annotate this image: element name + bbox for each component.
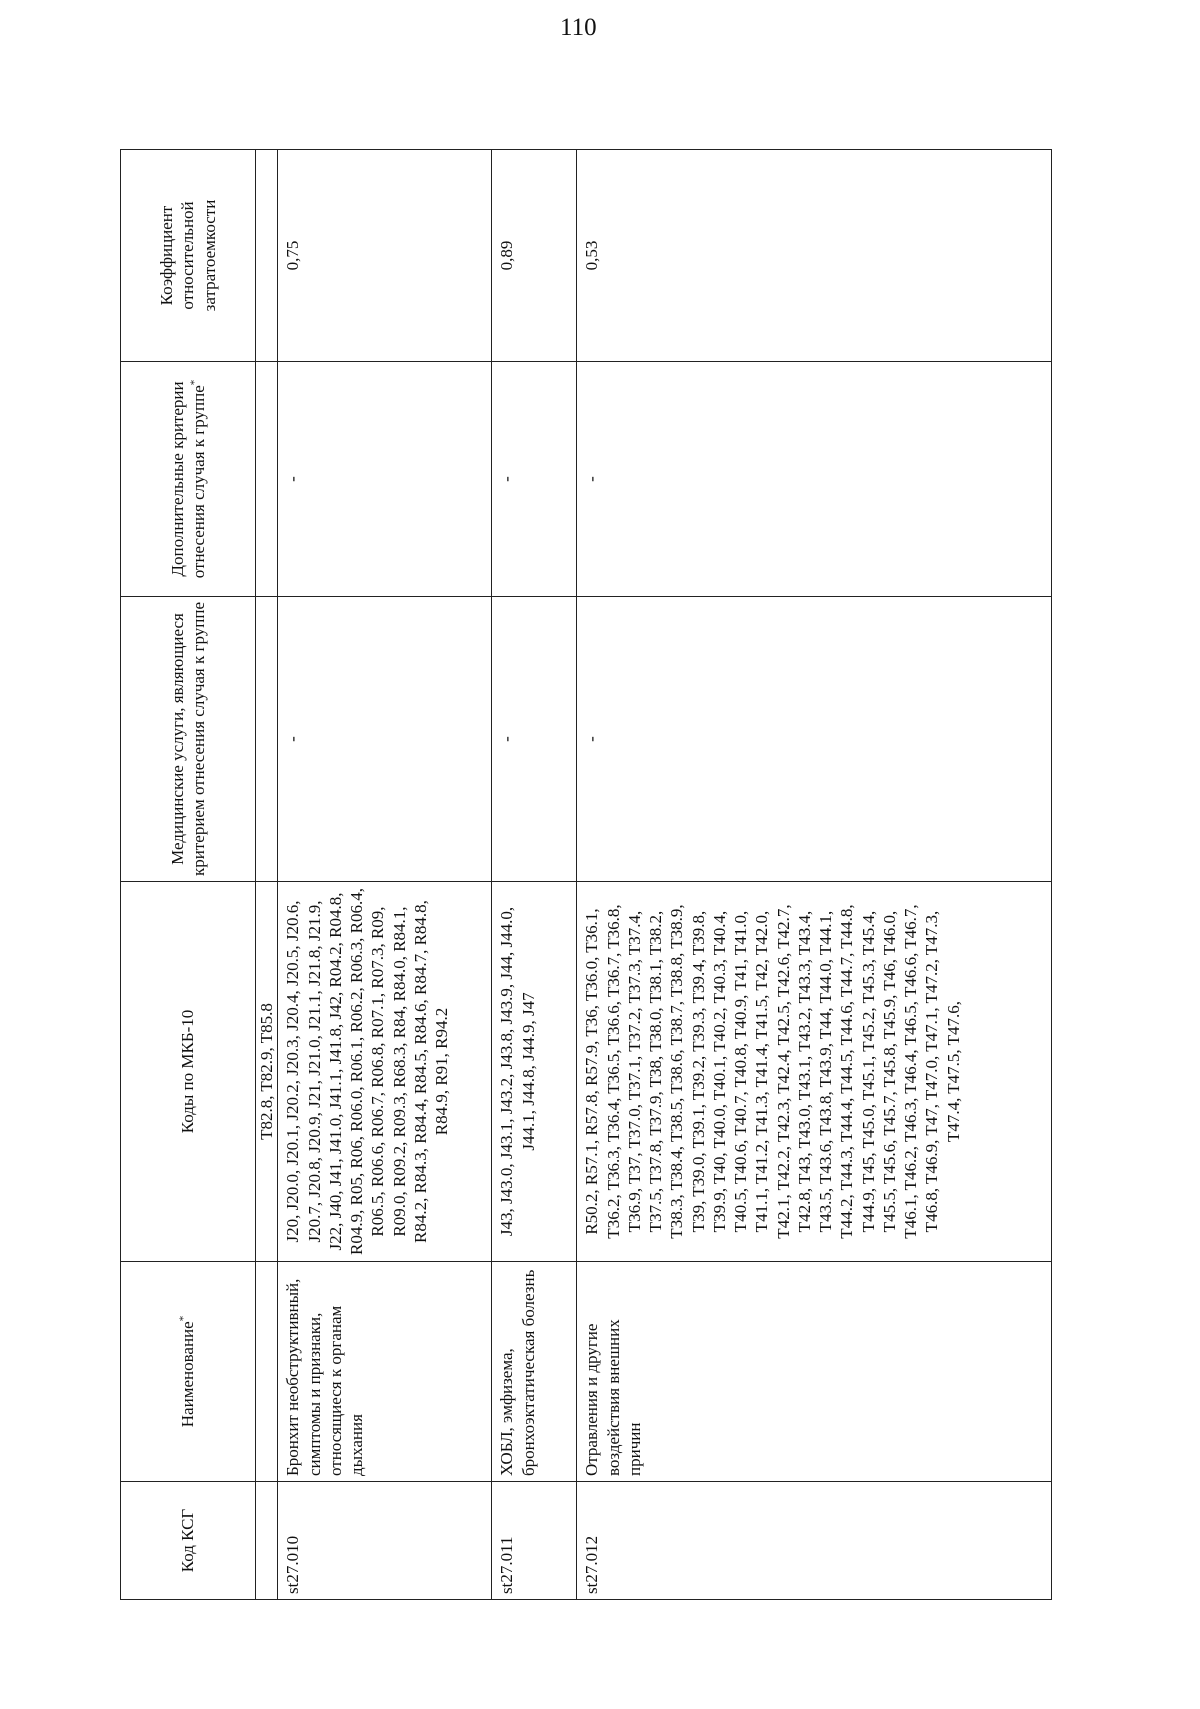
header-name-label: Наименование xyxy=(178,1321,198,1428)
rotated-table-container xyxy=(120,150,1070,1600)
ksg-name-cell: ХОБЛ, эмфизема, бронхоэктатическая болезнь xyxy=(492,1262,577,1482)
table-continuation-row xyxy=(256,150,278,1600)
header-coef: Коэффициент относительной затратоемкости xyxy=(121,150,256,362)
table-row xyxy=(577,150,1052,1600)
coef-cell: 0,53 xyxy=(577,150,1052,362)
mkb-codes-cell: J20, J20.0, J20.1, J20.2, J20.3, J20.4, J20.5, J20.6, J20.7, J20.8, J20.9, J21, J21.0, J21.1, J21.8, J21.9, J22, J40, J41, J41.0, J41.1, J41.8, J42, R04.2, R04.8, R04.9, R05, R06, R06.0, R06.1, R06.2, R06.3, R06.4, R06.5, R06.6, R06.7, R06.8, R07.1, R07.3, R09, R09.0, R09.2, R09.3, R68.3, R84, R84.0, R84.1, R84.2, R84.3, R84.4, R84.5, R84.6, R84.7, R84.8, R84.9, R91, R94.2 xyxy=(278,882,492,1262)
services-cell: - xyxy=(577,597,1052,882)
additional-cell: - xyxy=(492,362,577,597)
header-name-footnote-mark: * xyxy=(177,1315,190,1322)
header-additional xyxy=(121,362,256,597)
coef-cell: 0,89 xyxy=(492,150,577,362)
page-number: 110 xyxy=(560,14,597,41)
additional-cell: - xyxy=(577,362,1052,597)
header-additional-footnote-mark: * xyxy=(188,379,201,386)
services-cell: - xyxy=(492,597,577,882)
coef-cell: 0,75 xyxy=(278,150,492,362)
continuation-mkb-cell: T82.8, T82.9, T85.8 xyxy=(256,882,278,1262)
ksg-code-cell: st27.011 xyxy=(492,1482,577,1600)
mkb-codes-cell: J43, J43.0, J43.1, J43.2, J43.8, J43.9, J44, J44.0, J44.1, J44.8, J44.9, J47 xyxy=(492,882,577,1262)
header-mkb: Коды по МКБ-10 xyxy=(121,882,256,1262)
header-additional-label: Дополнительные критерии отнесения случая к группе xyxy=(167,381,208,579)
services-cell: - xyxy=(278,597,492,882)
ksg-name-cell: Бронхит необструктивный, симптомы и признаки, относящиеся к органам дыхания xyxy=(278,1262,492,1482)
ksg-code-cell: st27.012 xyxy=(577,1482,1052,1600)
header-name xyxy=(121,1262,256,1482)
ksg-code-cell: st27.010 xyxy=(278,1482,492,1600)
header-code: Код КСГ xyxy=(121,1482,256,1600)
ksg-table xyxy=(120,149,1052,1600)
additional-cell: - xyxy=(278,362,492,597)
table-header-row xyxy=(121,150,256,1600)
mkb-codes-cell: R50.2, R57.1, R57.8, R57.9, T36, T36.0, T36.1, T36.2, T36.3, T36.4, T36.5, T36.6, T36.7, T36.8, T36.9, T37, T37.0, T37.1, T37.2, T37.3, T37.4, T37.5, T37.8, T37.9, T38, T38.0, T38.1, T38.2, T38.3, T38.4, T38.5, T38.6, T38.7, T38.8, T38.9, T39, T39.0, T39.1, T39.2, T39.3, T39.4, T39.8, T39.9, T40, T40.0, T40.1, T40.2, T40.3, T40.4, T40.5, T40.6, T40.7, T40.8, T40.9, T41, T41.0, T41.1, T41.2, T41.3, T41.4, T41.5, T42, T42.0, T42.1, T42.2, T42.3, T42.4, T42.5, T42.6, T42.7, T42.8, T43, T43.0, T43.1, T43.2, T43.3, T43.4, T43.5, T43.6, T43.8, T43.9, T44, T44.0, T44.1, T44.2, T44.3, T44.4, T44.5, T44.6, T44.7, T44.8, T44.9, T45, T45.0, T45.1, T45.2, T45.3, T45.4, T45.5, T45.6, T45.7, T45.8, T45.9, T46, T46.0, T46.1, T46.2, T46.3, T46.4, T46.5, T46.6, T46.7, T46.8, T46.9, T47, T47.0, T47.1, T47.2, T47.3, T47.4, T47.5, T47.6, xyxy=(577,882,1052,1262)
table-row xyxy=(278,150,492,1600)
header-services: Медицинские услуги, являющиеся критерием отнесения случая к группе xyxy=(121,597,256,882)
table-row xyxy=(492,150,577,1600)
ksg-name-cell: Отравления и другие воздействия внешних причин xyxy=(577,1262,1052,1482)
